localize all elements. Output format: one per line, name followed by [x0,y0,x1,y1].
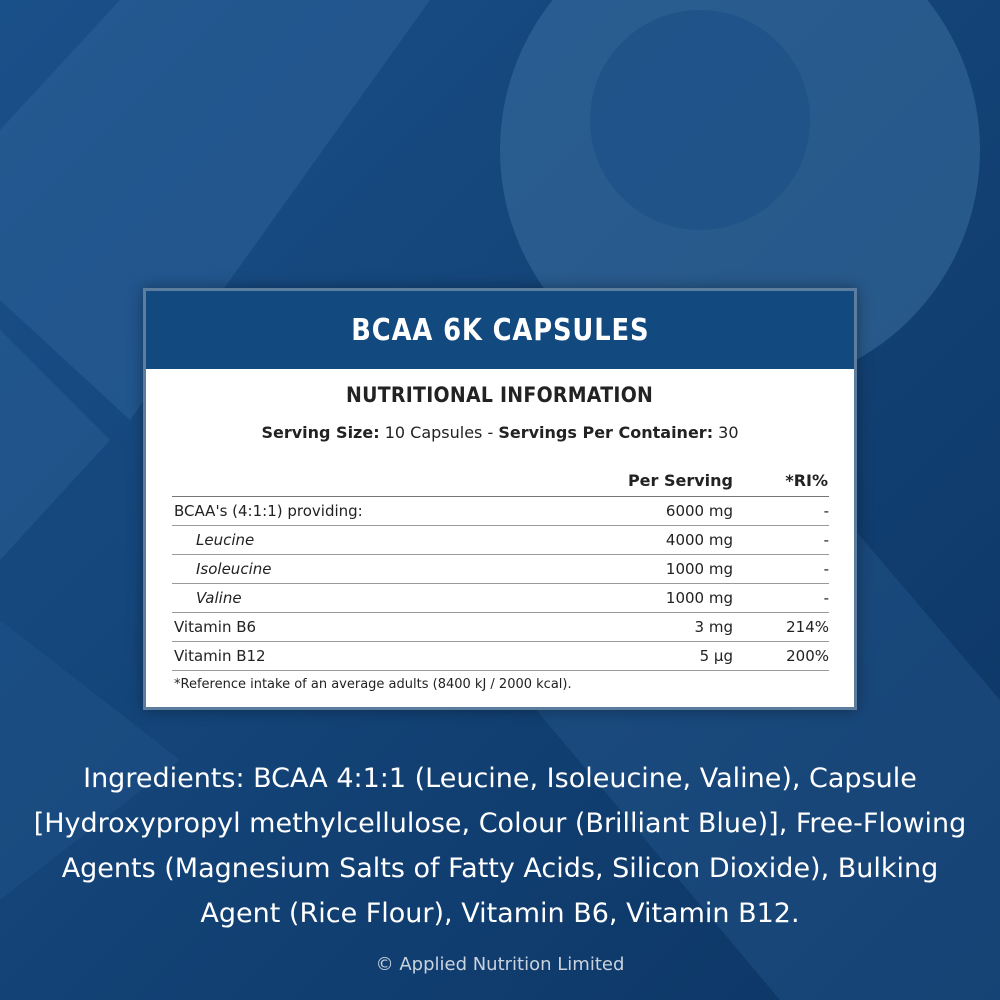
ri-value: - [735,584,829,613]
per-serving-value: 5 µg [603,642,735,671]
per-serving-value: 3 mg [603,613,735,642]
table-header-row [172,465,829,497]
ri-value: - [735,497,829,526]
column-header-per-serving: Per Serving [603,465,735,497]
table-row [172,584,829,613]
ri-value: - [735,526,829,555]
serving-info [146,423,854,442]
copyright-notice: © Applied Nutrition Limited [375,954,625,975]
reference-intake-footnote: *Reference intake of an average adults (8400 kJ / 2000 kcal). [174,677,572,692]
table-row [172,555,829,584]
serving-size-value: 10 Capsules - [379,423,499,442]
column-header-ri: *RI% [735,465,829,497]
product-title: BCAA 6K CAPSULES [350,312,650,348]
per-serving-value: 1000 mg [603,584,735,613]
nutrient-name: Isoleucine [172,555,603,584]
per-serving-value: 1000 mg [603,555,735,584]
nutrition-table [172,465,829,671]
per-serving-value: 4000 mg [603,526,735,555]
table-row [172,526,829,555]
column-header-name [172,465,603,497]
table-row [172,613,829,642]
ri-value: 200% [735,642,829,671]
nutrient-name: Vitamin B6 [172,613,603,642]
servings-per-container-label: Servings Per Container: [498,423,714,442]
nutrient-name: Valine [172,584,603,613]
card-header [146,291,854,369]
ri-value: 214% [735,613,829,642]
table-row [172,642,829,671]
nutrition-card [143,288,857,710]
section-title [146,383,854,407]
ingredients-text: Ingredients: BCAA 4:1:1 (Leucine, Isoleucine, Valine), Capsule [Hydroxypropyl methylcellulose, Colour (Brilliant Blue)], Free-Flowing Agents (Magnesium Salts of Fatty Acids, Silicon Dioxide), Bulking Agent (Rice Flour), Vitamin B6, Vitamin B12. [33,763,967,929]
section-title-text: NUTRITIONAL INFORMATION [346,383,654,407]
nutrient-name: BCAA's (4:1:1) providing: [172,497,603,526]
per-serving-value: 6000 mg [603,497,735,526]
serving-size-label: Serving Size: [261,423,380,442]
servings-per-container-value: 30 [713,423,739,442]
nutrient-name: Vitamin B12 [172,642,603,671]
ri-value: - [735,555,829,584]
table-row [172,497,829,526]
nutrient-name: Leucine [172,526,603,555]
